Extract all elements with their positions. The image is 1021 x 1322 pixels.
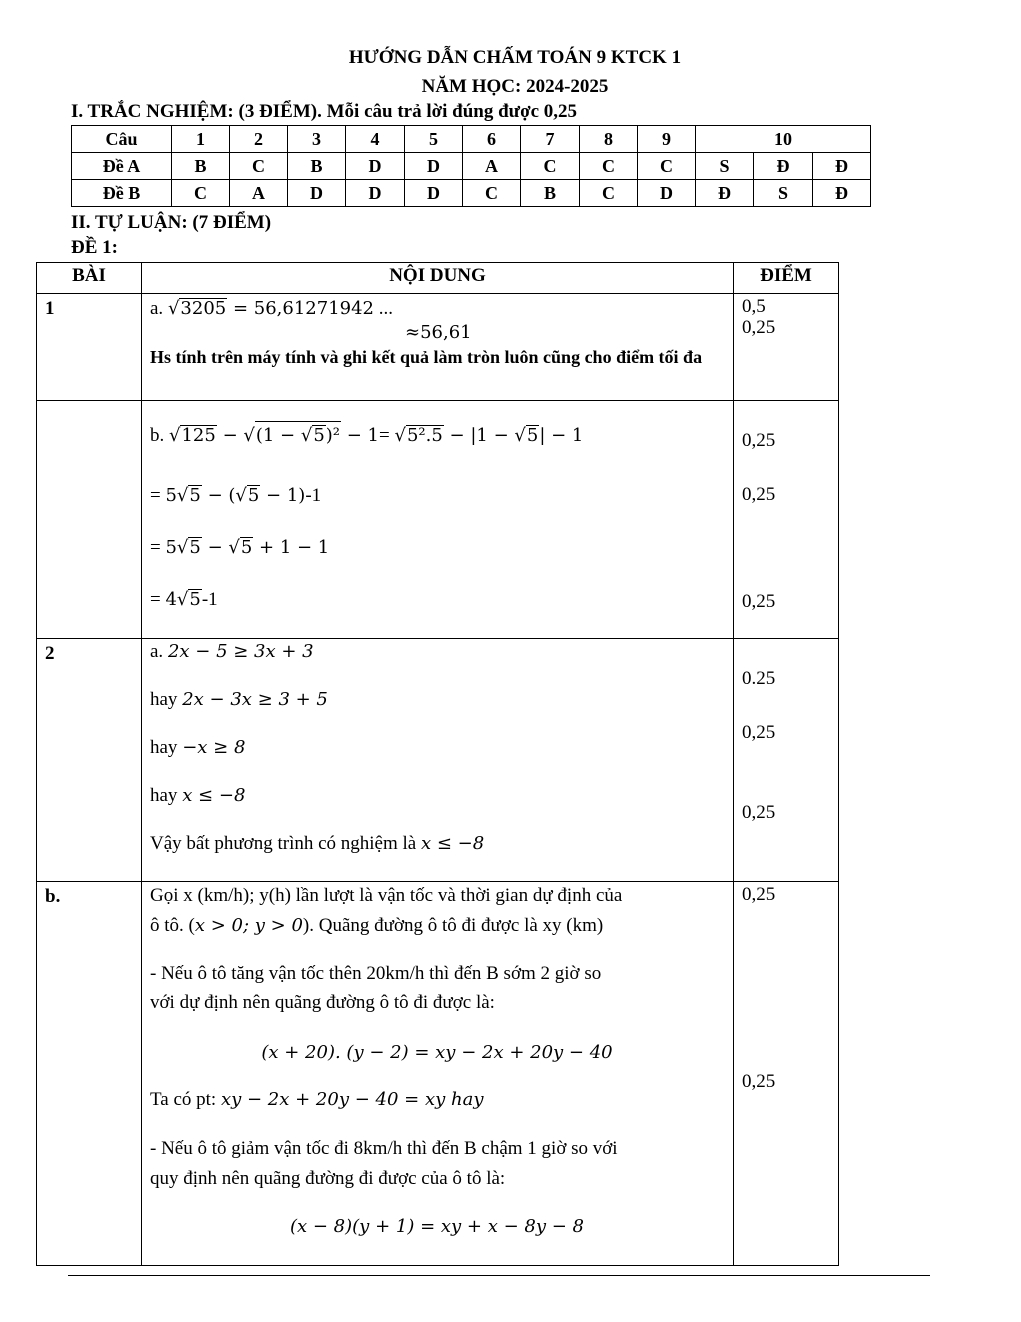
grading-row xyxy=(37,882,839,1266)
grading-row xyxy=(37,294,839,401)
points-cell xyxy=(734,401,839,639)
section2-heading: II. TỰ LUẬN: (7 ĐIỂM) xyxy=(71,212,272,233)
answer-header-cell: 5 xyxy=(405,126,463,153)
answer-cell: D xyxy=(405,153,463,180)
content-line: hay 2x − 3x ≥ 3 + 5 xyxy=(150,689,328,710)
content-line: ô tô. (x > 0; y > 0). Quãng đường ô tô đi được là xy (km) xyxy=(150,915,604,936)
content-line: - Nếu ô tô giảm vận tốc đi 8km/h thì đến B chậm 1 giờ so với xyxy=(150,1138,618,1159)
answer-cell: Đ xyxy=(813,153,871,180)
points-cell xyxy=(734,639,839,882)
answer-cell: C xyxy=(230,153,288,180)
answer-header-cell: 7 xyxy=(521,126,580,153)
content-line: Vậy bất phương trình có nghiệm là x ≤ −8 xyxy=(150,833,485,854)
answer-cell: C xyxy=(172,180,230,207)
answer-cell: B xyxy=(288,153,346,180)
content-line: (x + 20). (y − 2) = xy − 2x + 20y − 40 xyxy=(261,1042,613,1063)
doc-title: HƯỚNG DẪN CHẤM TOÁN 9 KTCK 1 xyxy=(348,47,682,68)
answer-cell: D xyxy=(346,153,405,180)
content-line: b. √125 − √(1 − √5)² − 1= √5².5 − |1 − √5| − 1 xyxy=(150,421,583,447)
content-line: = 5√5 − (√5 − 1)-1 xyxy=(150,485,322,506)
points-value: 0,25 xyxy=(742,484,776,505)
grading-table xyxy=(36,262,839,1266)
answer-cell: Đ xyxy=(754,153,813,180)
answer-cell: C xyxy=(521,153,580,180)
answer-header-cell: 1 xyxy=(172,126,230,153)
answer-cell: C xyxy=(580,153,638,180)
grading-row xyxy=(37,639,839,882)
answer-header-cell: 4 xyxy=(346,126,405,153)
col-header-diem: ĐIỂM xyxy=(734,263,839,294)
answer-header-cell: 9 xyxy=(638,126,696,153)
grading-row xyxy=(37,401,839,639)
answer-row-de-b xyxy=(72,180,871,207)
answer-header-cell: 8 xyxy=(580,126,638,153)
answer-row-de-a xyxy=(72,153,871,180)
content-line: hay −x ≥ 8 xyxy=(150,737,246,758)
col-header-noi-dung: NỘI DUNG xyxy=(142,263,734,294)
answer-header-cell: 10 xyxy=(696,126,871,153)
answer-cell: C xyxy=(463,180,521,207)
content-line: quy định nên quãng đường đi được của ô tô là: xyxy=(150,1168,506,1189)
content-line: = 4√5-1 xyxy=(150,589,218,610)
content-cell xyxy=(142,639,734,882)
answer-cell: D xyxy=(405,180,463,207)
answer-header-cell: 6 xyxy=(463,126,521,153)
grading-note: Hs tính trên máy tính và ghi kết quả làm tròn luôn cũng cho điểm tối đa xyxy=(150,347,703,367)
content-line: a. 2x − 5 ≥ 3x + 3 xyxy=(150,641,314,662)
answer-cell: C xyxy=(580,180,638,207)
points-value: 0.25 xyxy=(742,668,776,689)
bai-number: 2 xyxy=(37,639,142,882)
content-cell xyxy=(142,401,734,639)
answer-cell: D xyxy=(288,180,346,207)
points-value: 0,25 xyxy=(742,884,776,905)
points-value: 0,25 xyxy=(742,802,776,823)
content-line: hay x ≤ −8 xyxy=(150,785,246,806)
answer-cell: C xyxy=(638,153,696,180)
answer-cell: S xyxy=(696,153,754,180)
answer-row-label: Đề B xyxy=(72,180,172,207)
answer-key-table xyxy=(71,125,871,207)
answer-cell: S xyxy=(754,180,813,207)
points-value: 0,25 xyxy=(742,591,776,612)
answer-cell: Đ xyxy=(696,180,754,207)
answer-header-cell: 2 xyxy=(230,126,288,153)
de1-label: ĐỀ 1: xyxy=(71,237,118,258)
answer-cell: A xyxy=(230,180,288,207)
content-line: với dự định nên quãng đường ô tô đi được là: xyxy=(150,992,495,1013)
points-value: 0,25 xyxy=(742,430,776,451)
col-header-bai: BÀI xyxy=(37,263,142,294)
points-value: 0,5 xyxy=(742,296,766,317)
answer-header-cell: Câu xyxy=(72,126,172,153)
points-value: 0,25 xyxy=(742,722,776,743)
bai-number: b. xyxy=(37,882,142,1266)
points-cell xyxy=(734,882,839,1266)
answer-cell: A xyxy=(463,153,521,180)
bai-number: 1 xyxy=(37,294,142,401)
section1-heading: I. TRẮC NGHIỆM: (3 ĐIỂM). Mỗi câu trả lời đúng được 0,25 xyxy=(71,101,578,122)
answer-header-row xyxy=(72,126,871,153)
content-line: ≈56,61 xyxy=(405,322,472,343)
answer-cell: Đ xyxy=(813,180,871,207)
answer-cell: B xyxy=(172,153,230,180)
footer-rule xyxy=(68,1275,930,1276)
content-line: Ta có pt: xy − 2x + 20y − 40 = xy hay xyxy=(150,1089,484,1110)
points-value: 0,25 xyxy=(742,1071,776,1092)
answer-header-cell: 3 xyxy=(288,126,346,153)
bai-number xyxy=(37,401,142,639)
content-line: - Nếu ô tô tăng vận tốc thên 20km/h thì đến B sớm 2 giờ so xyxy=(150,963,602,984)
content-line: = 5√5 − √5 + 1 − 1 xyxy=(150,537,330,558)
school-year: NĂM HỌC: 2024-2025 xyxy=(421,76,609,97)
content-line: Gọi x (km/h); y(h) lần lượt là vận tốc và thời gian dự định của xyxy=(150,885,623,906)
answer-cell: B xyxy=(521,180,580,207)
answer-row-label: Đề A xyxy=(72,153,172,180)
content-line: (x − 8)(y + 1) = xy + x − 8y − 8 xyxy=(289,1216,584,1237)
answer-cell: D xyxy=(346,180,405,207)
content-cell xyxy=(142,294,734,401)
content-cell xyxy=(142,882,734,1266)
content-line: a. √3205 = 56,61271942 ... xyxy=(150,298,394,319)
answer-cell: D xyxy=(638,180,696,207)
points-cell xyxy=(734,294,839,401)
grading-header-row xyxy=(37,263,839,294)
points-value: 0,25 xyxy=(742,317,776,338)
